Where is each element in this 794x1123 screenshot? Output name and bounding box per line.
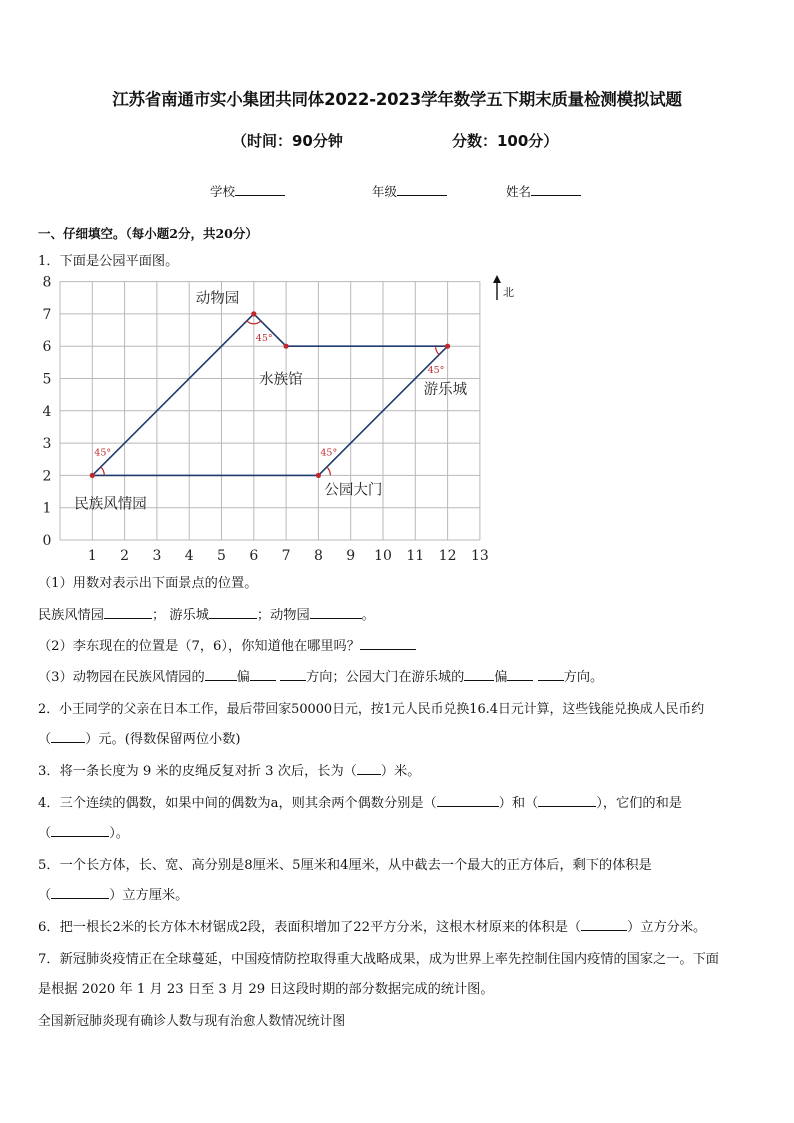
q4-close: ）。 — [109, 826, 129, 841]
answer-blank[interactable] — [310, 606, 362, 619]
map-point — [316, 473, 321, 478]
map-point — [445, 344, 450, 349]
q4-line2 — [38, 822, 129, 841]
park-map-chart — [0, 268, 794, 568]
map-point-label: 民族风情园 — [74, 496, 147, 513]
answer-blank[interactable] — [205, 668, 237, 681]
x-tick-label: 11 — [406, 548, 425, 564]
grade-label: 年级 — [372, 184, 398, 199]
q2-close: ）元。(得数保留两位小数) — [85, 732, 241, 747]
x-tick-label: 8 — [313, 548, 323, 564]
name-field[interactable] — [506, 182, 581, 200]
angle-arc — [101, 467, 105, 476]
answer-blank[interactable] — [464, 668, 494, 681]
q1-prompt: 1．下面是公园平面图。 — [38, 254, 179, 269]
map-point-label: 动物园 — [195, 290, 240, 307]
q1-sub1-b: ； 游乐城 — [151, 608, 209, 623]
q5-line1: 5．一个长方体，长、宽、高分别是8厘米、5厘米和4厘米，从中截去一个最大的正方体后，剩下的体积是 — [38, 858, 652, 873]
q7-chart-caption: 全国新冠肺炎现有确诊人数与现有治愈人数情况统计图 — [38, 1014, 346, 1029]
x-tick-label: 2 — [120, 548, 130, 564]
map-point-label: 游乐城 — [423, 382, 468, 399]
q3 — [38, 760, 420, 779]
q7-line2: 是根据 2020 年 1 月 23 日至 3 月 29 日这段时期的部分数据完成的统计图。 — [38, 982, 494, 997]
page-title: 江苏省南通市实小集团共同体2022-2023学年数学五下期末质量检测模拟试题 — [112, 90, 682, 109]
y-tick-label: 3 — [42, 436, 52, 453]
x-tick-label: 4 — [184, 548, 194, 564]
q1-sub3-a: （3）动物园在民族风情园的 — [38, 670, 205, 685]
exam-score: 分数：100分） — [452, 132, 559, 150]
q4-text-b: ）和（ — [498, 796, 539, 811]
answer-blank[interactable] — [280, 668, 306, 681]
q6-text-a: 6．把一根长2米的长方体木材锯成2段，表面积增加了22平方分米，这根木材原来的体积是（ — [38, 920, 582, 935]
q2-line1: 2．小王同学的父亲在日本工作，最后带回家50000日元，按1元人民币兑换16.4日元计算，这些钱能兑换成人民币约 — [38, 702, 705, 717]
school-blank[interactable] — [235, 183, 285, 196]
map-point — [284, 344, 289, 349]
q1-sub3-b: 偏 — [236, 670, 250, 685]
map-point-label: 公园大门 — [324, 482, 383, 499]
y-tick-label: 7 — [42, 306, 52, 323]
north-arrowhead-icon — [493, 275, 501, 283]
q3-text-b: ）米。 — [380, 764, 421, 779]
q4-text-a: 4．三个连续的偶数，如果中间的偶数为a，则其余两个偶数分别是（ — [38, 796, 437, 811]
answer-blank[interactable] — [51, 886, 109, 899]
grade-blank[interactable] — [397, 183, 447, 196]
answer-blank[interactable] — [209, 606, 257, 619]
q5-close: ）立方厘米。 — [109, 888, 189, 903]
q1-sub3-e: 方向。 — [563, 670, 604, 685]
y-tick-label: 4 — [42, 403, 52, 420]
answer-blank[interactable] — [437, 794, 499, 807]
q1-sub3 — [38, 666, 603, 685]
x-tick-label: 5 — [217, 548, 226, 564]
q1-sub3-d: 偏 — [494, 670, 508, 685]
answer-blank[interactable] — [360, 637, 416, 650]
x-tick-label: 10 — [374, 548, 392, 564]
map-point-label: 水族馆 — [259, 372, 303, 389]
q2-line2 — [38, 728, 241, 747]
school-label: 学校 — [210, 184, 236, 199]
x-tick-label: 7 — [281, 548, 291, 564]
y-tick-label: 0 — [42, 533, 52, 549]
y-tick-label: 6 — [42, 339, 52, 356]
q1-sub1-answers — [38, 604, 375, 623]
exam-time: （时间：90分钟 — [232, 132, 343, 150]
y-tick-label: 5 — [42, 371, 52, 388]
school-field[interactable] — [210, 182, 285, 200]
answer-blank[interactable] — [581, 918, 627, 931]
q1-sub1-c: ；动物园 — [256, 608, 310, 623]
map-point — [251, 311, 256, 316]
answer-blank[interactable] — [357, 762, 381, 775]
q1-sub1: （1）用数对表示出下面景点的位置。 — [38, 576, 258, 591]
y-tick-label: 2 — [42, 468, 52, 485]
q4-open: （ — [38, 826, 52, 841]
name-blank[interactable] — [531, 183, 581, 196]
angle-arc — [436, 346, 440, 355]
q1-sub2-text: （2）李东现在的位置是（7，6），你知道他在哪里吗？ — [38, 639, 360, 654]
angle-label: 45° — [94, 447, 112, 459]
x-tick-label: 6 — [249, 548, 259, 564]
angle-label: 45° — [427, 365, 445, 377]
park-map-svg — [0, 268, 794, 568]
q1-sub1-d: 。 — [361, 608, 375, 623]
q5-open: （ — [38, 888, 52, 903]
section-heading: 一、仔细填空。（每小题2分，共20分） — [38, 226, 258, 241]
x-tick-label: 1 — [87, 548, 97, 564]
angle-arc — [327, 467, 331, 476]
grade-field[interactable] — [372, 182, 447, 200]
answer-blank[interactable] — [250, 668, 276, 681]
x-tick-label: 3 — [152, 548, 162, 564]
north-label: 北 — [503, 286, 514, 299]
q7-line1: 7．新冠肺炎疫情正在全球蔓延，中国疫情防控取得重大战略成果，成为世界上率先控制住国内疫情的国家之一。下面 — [38, 952, 719, 967]
q6 — [38, 916, 706, 935]
q5-line2 — [38, 884, 188, 903]
q1-sub3-c: 方向；公园大门在游乐城的 — [306, 670, 465, 685]
x-tick-label: 13 — [470, 548, 489, 564]
y-tick-label: 8 — [42, 274, 52, 291]
q1-sub1-a: 民族风情园 — [38, 608, 104, 623]
angle-label: 45° — [320, 447, 338, 459]
answer-blank[interactable] — [507, 668, 533, 681]
x-tick-label: 12 — [438, 548, 457, 564]
angle-label: 45° — [255, 332, 273, 344]
name-label: 姓名 — [506, 184, 532, 199]
x-tick-label: 9 — [346, 548, 356, 564]
q4-line1 — [38, 792, 682, 811]
map-point — [90, 473, 95, 478]
answer-blank[interactable] — [104, 606, 152, 619]
answer-blank[interactable] — [538, 794, 596, 807]
answer-blank[interactable] — [538, 668, 564, 681]
q6-text-b: ）立方分米。 — [627, 920, 707, 935]
q2-open: （ — [38, 732, 52, 747]
answer-blank[interactable] — [51, 730, 85, 743]
q3-text-a: 3．将一条长度为 9 米的皮绳反复对折 3 次后，长为（ — [38, 764, 357, 779]
y-tick-label: 1 — [42, 500, 52, 517]
q4-text-c: ），它们的和是 — [596, 796, 682, 811]
answer-blank[interactable] — [51, 824, 109, 837]
q1-sub2 — [38, 635, 416, 654]
